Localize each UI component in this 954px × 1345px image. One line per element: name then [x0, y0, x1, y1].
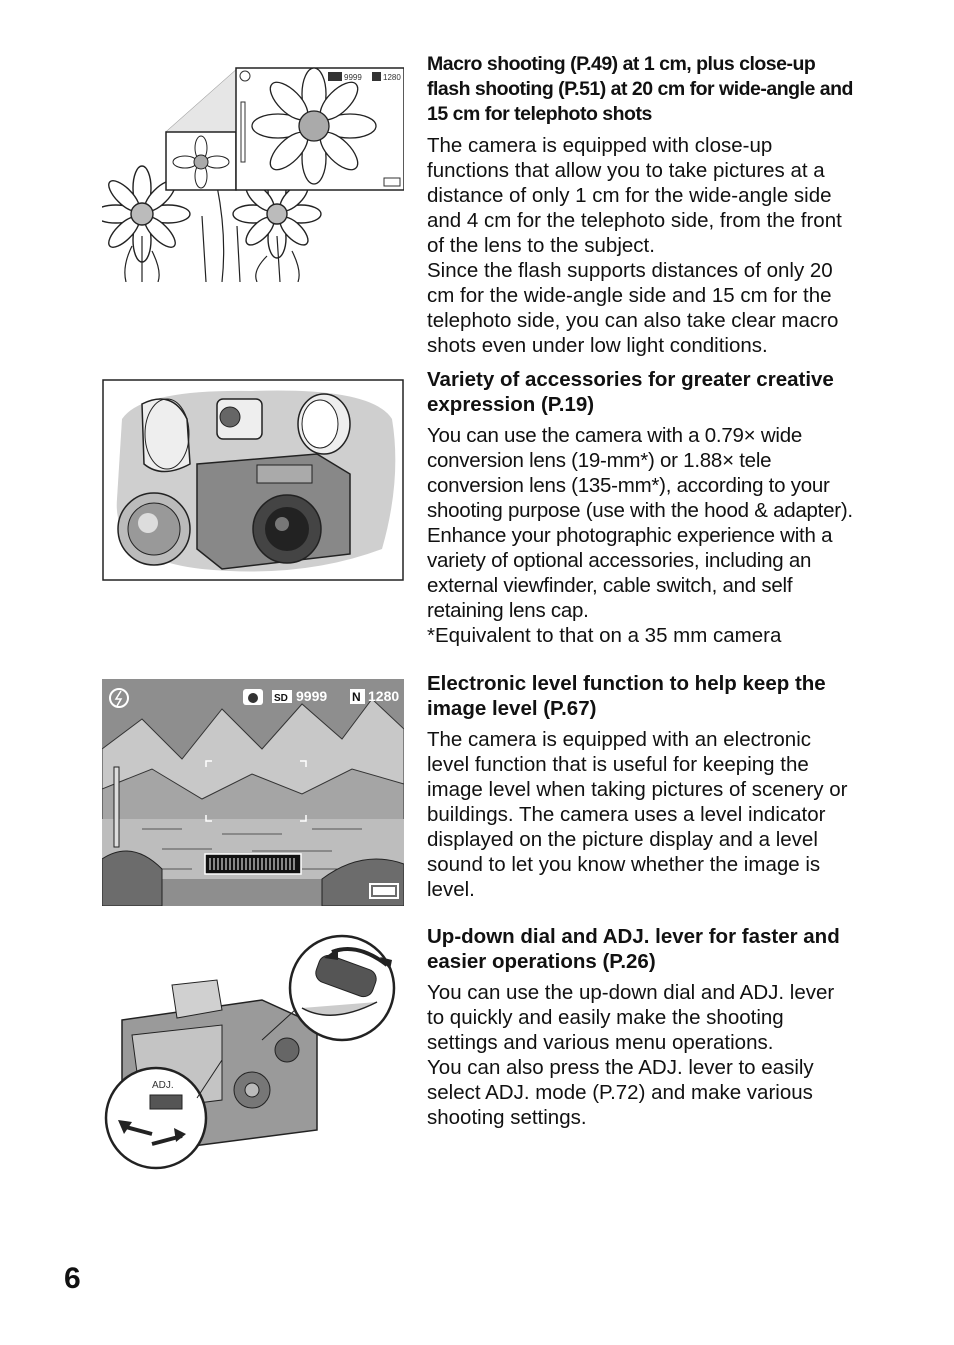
- section-paragraph: *Equivalent to that on a 35 mm camera: [427, 624, 782, 647]
- page-number: 6: [64, 1262, 81, 1295]
- section-heading: Electronic level function to help keep the image level (P.67): [427, 672, 826, 720]
- dial-lever-illustration: [102, 930, 404, 1170]
- section-paragraph: You can use the camera with a 0.79× wide conversion lens (19-mm*) or 1.88× tele conversion lens (135-mm*), according to your shooting purpose (use with the hood & adapter). Enhance your photographic experience with a variety of optional accessories, including an external viewfinder, cable switch, and self retaining lens cap.: [427, 424, 853, 622]
- section-paragraph: You can also press the ADJ. lever to easily select ADJ. mode (P.72) and make various shooting settings.: [427, 1056, 814, 1129]
- screen-quality: N: [352, 690, 361, 704]
- section-heading: Up-down dial and ADJ. lever for faster and easier operations (P.26): [427, 925, 840, 973]
- section-level: [427, 671, 857, 902]
- section-paragraph: The camera is equipped with an electronic level function that is useful for keeping the image level when taking pictures of scenery or buildings. The camera uses a level indicator displayed on the picture display and a level sound to let you know whether the image is level.: [427, 728, 848, 901]
- macro-screen-count: 9999: [344, 73, 362, 82]
- accessories-illustration: [102, 379, 404, 581]
- section-accessories: [427, 367, 857, 648]
- level-screen-illustration: [102, 679, 404, 906]
- section-paragraph: Since the flash supports distances of only 20 cm for the wide-angle side and 15 cm for the telephoto side, you can also take clear macro shots even under low light conditions.: [427, 259, 839, 357]
- screen-size: 1280: [368, 688, 400, 704]
- section-paragraph: You can use the up-down dial and ADJ. lever to quickly and easily make the shooting settings and various menu operations.: [427, 981, 835, 1054]
- section-dial: [427, 924, 857, 1130]
- macro-illustration: [102, 66, 404, 282]
- section-paragraph: The camera is equipped with close-up functions that allow you to take pictures at a distance of only 1 cm for the wide-angle side and 4 cm for the telephoto side, from the front of the lens to the subject.: [427, 134, 842, 257]
- section-heading: Variety of accessories for greater creative expression (P.19): [427, 368, 834, 416]
- macro-screen-size: 1280: [383, 73, 401, 82]
- screen-card-label: SD: [274, 693, 288, 704]
- section-heading: Macro shooting (P.49) at 1 cm, plus close-up flash shooting (P.51) at 20 cm for wide-angle and 15 cm for telephoto shots: [427, 53, 853, 125]
- screen-count: 9999: [296, 688, 328, 704]
- adj-label: ADJ.: [152, 1080, 174, 1091]
- section-macro: [427, 52, 857, 358]
